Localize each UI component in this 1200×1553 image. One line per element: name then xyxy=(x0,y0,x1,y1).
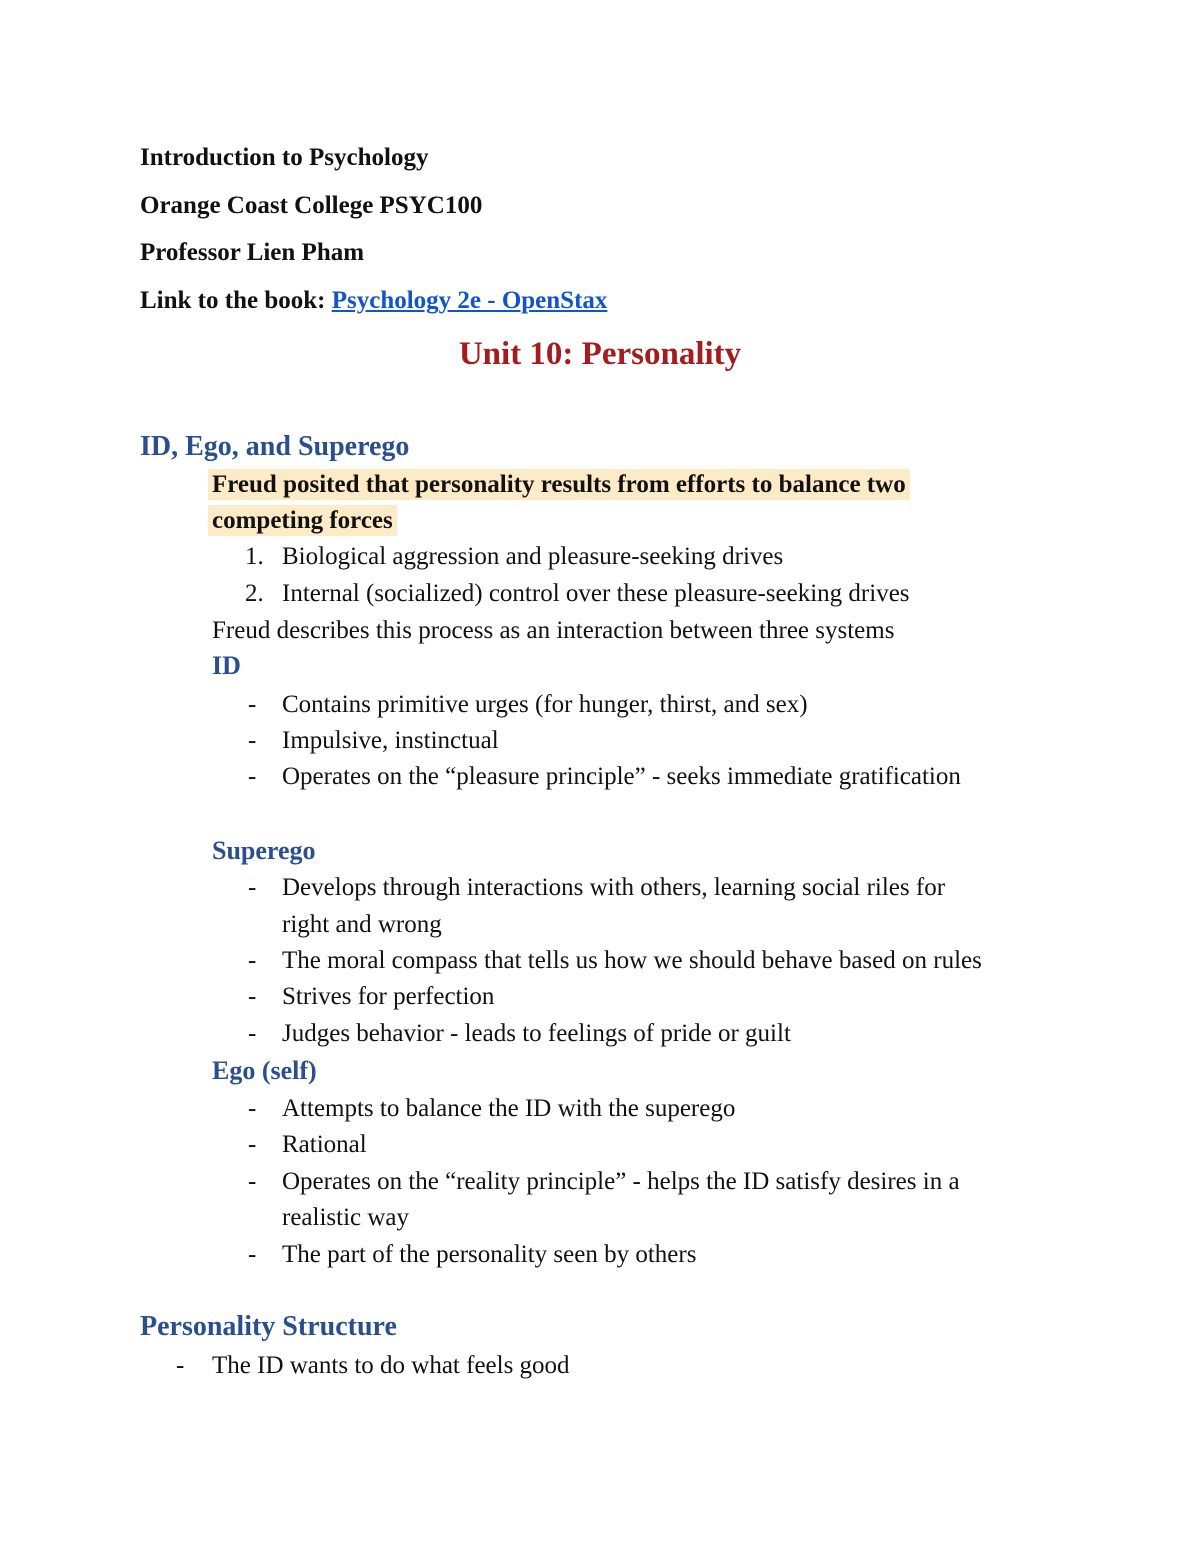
bullet-dash: - xyxy=(248,763,257,790)
bullet-dash: - xyxy=(248,1241,257,1268)
bullet-dash: - xyxy=(248,691,257,718)
bullet-dash: - xyxy=(248,1168,257,1195)
list-item-continuation: right and wrong xyxy=(282,911,442,938)
list-item: Develops through interactions with others, learning social riles for xyxy=(282,874,946,901)
book-link-label: Link to the book: xyxy=(140,287,332,314)
numbered-item: Internal (socialized) control over these pleasure-seeking drives xyxy=(282,580,910,607)
bullet-dash: - xyxy=(248,727,257,754)
highlight-line-1 xyxy=(212,470,910,500)
professor-name: Professor Lien Pham xyxy=(140,239,365,266)
list-item: The ID wants to do what feels good xyxy=(212,1352,570,1379)
list-item: Operates on the “pleasure principle” - seeks immediate gratification xyxy=(282,763,961,790)
bullet-dash: - xyxy=(248,983,257,1010)
highlight-text-1: Freud posited that personality results from efforts to balance two xyxy=(208,469,910,500)
course-title: Introduction to Psychology xyxy=(140,144,429,171)
three-systems-intro: Freud describes this process as an interaction between three systems xyxy=(212,617,895,644)
list-item: Contains primitive urges (for hunger, thirst, and sex) xyxy=(282,691,808,718)
college-course: Orange Coast College PSYC100 xyxy=(140,192,483,219)
bullet-dash: - xyxy=(248,1095,257,1122)
list-item: Operates on the “reality principle” - helps the ID satisfy desires in a xyxy=(282,1168,960,1195)
list-item: Attempts to balance the ID with the superego xyxy=(282,1095,736,1122)
highlight-text-2: competing forces xyxy=(208,505,397,536)
bullet-dash: - xyxy=(248,947,257,974)
list-number: 2. xyxy=(245,580,264,607)
section-heading-id-ego-superego: ID, Ego, and Superego xyxy=(140,431,410,462)
list-item-continuation: realistic way xyxy=(282,1204,410,1231)
bullet-dash: - xyxy=(248,874,257,901)
list-item: Impulsive, instinctual xyxy=(282,727,499,754)
superego-heading: Superego xyxy=(212,836,316,865)
list-number: 1. xyxy=(245,543,264,570)
list-item: Strives for perfection xyxy=(282,983,495,1010)
list-item: Judges behavior - leads to feelings of pride or guilt xyxy=(282,1020,791,1047)
numbered-item: Biological aggression and pleasure-seeking drives xyxy=(282,543,784,570)
list-item: Rational xyxy=(282,1131,367,1158)
book-link-line xyxy=(140,286,607,316)
bullet-dash: - xyxy=(248,1131,257,1158)
ego-heading: Ego (self) xyxy=(212,1056,317,1085)
unit-title: Unit 10: Personality xyxy=(458,336,742,372)
highlight-line-2 xyxy=(212,506,397,536)
list-item: The part of the personality seen by others xyxy=(282,1241,697,1268)
book-link[interactable]: Psychology 2e - OpenStax xyxy=(331,287,608,314)
bullet-dash: - xyxy=(176,1352,185,1379)
section-heading-personality-structure: Personality Structure xyxy=(140,1311,397,1342)
id-heading: ID xyxy=(212,651,241,680)
list-item: The moral compass that tells us how we should behave based on rules xyxy=(282,947,982,974)
bullet-dash: - xyxy=(248,1020,257,1047)
